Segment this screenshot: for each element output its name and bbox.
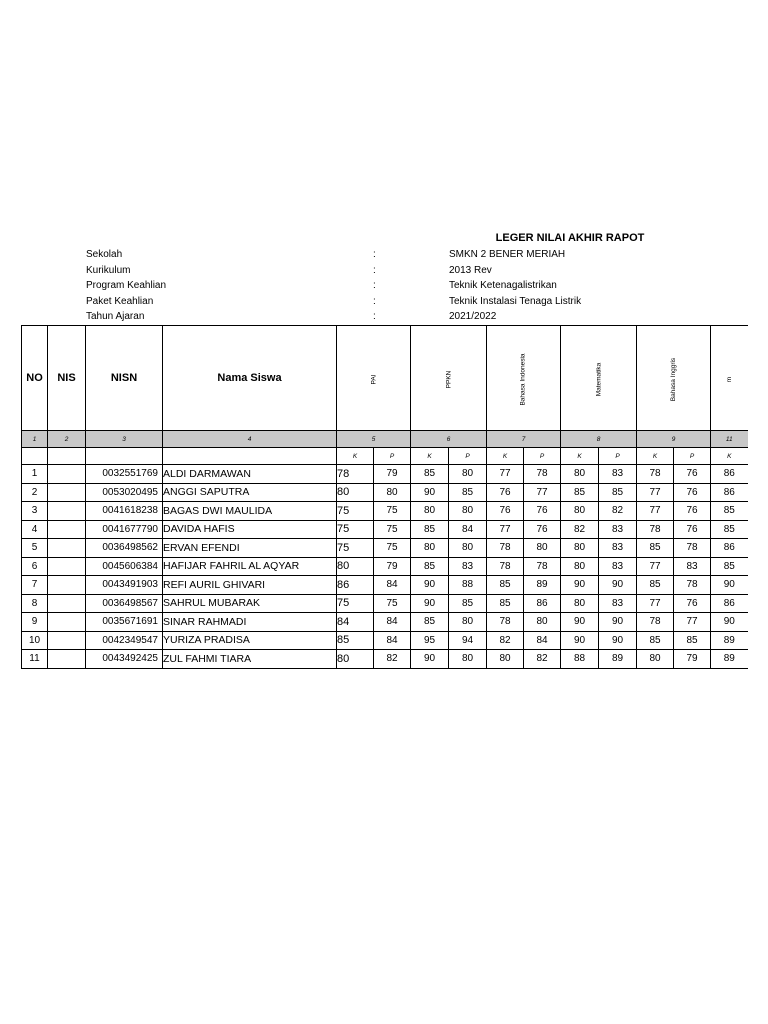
nis-cell: [48, 613, 86, 632]
score-cell: 78: [637, 520, 674, 539]
student-name: ANGGI SAPUTRA: [163, 483, 337, 502]
score-cell: 80: [561, 502, 599, 521]
kp-label: K: [337, 448, 374, 465]
score-cell: 78: [674, 539, 711, 558]
score-cell: 76: [487, 502, 524, 521]
score-cell: 95: [411, 631, 449, 650]
score-cell: 90: [411, 483, 449, 502]
header-nisn: NISN: [86, 326, 163, 431]
nisn-cell: 0043491903: [86, 576, 163, 595]
score-cell: 75: [374, 502, 411, 521]
table-row: [22, 483, 748, 502]
kp-label: P: [599, 448, 637, 465]
score-cell: 77: [637, 483, 674, 502]
score-cell: 85: [711, 520, 748, 539]
score-cell: 85: [337, 631, 374, 650]
row-number: 1: [22, 465, 48, 484]
info-label: Sekolah: [86, 249, 123, 260]
score-cell: 77: [487, 465, 524, 484]
score-cell: 77: [487, 520, 524, 539]
score-cell: 76: [487, 483, 524, 502]
score-cell: 80: [524, 613, 561, 632]
info-separator: :: [373, 311, 376, 322]
score-cell: 80: [487, 650, 524, 669]
score-cell: 90: [411, 576, 449, 595]
score-cell: 94: [449, 631, 487, 650]
score-cell: 77: [637, 594, 674, 613]
score-cell: 80: [561, 557, 599, 576]
column-number-row: [22, 431, 748, 448]
nisn-cell: 0043492425: [86, 650, 163, 669]
score-cell: 77: [674, 613, 711, 632]
row-number: 3: [22, 502, 48, 521]
score-cell: 85: [674, 631, 711, 650]
row-number: 9: [22, 613, 48, 632]
score-cell: 83: [599, 557, 637, 576]
nisn-cell: 0053020495: [86, 483, 163, 502]
column-number: 11: [711, 431, 748, 448]
nis-cell: [48, 520, 86, 539]
score-cell: 77: [637, 557, 674, 576]
score-cell: 85: [449, 594, 487, 613]
student-name: DAVIDA HAFIS: [163, 520, 337, 539]
score-cell: 75: [337, 594, 374, 613]
score-cell: 75: [374, 539, 411, 558]
score-cell: 80: [411, 539, 449, 558]
table-row: [22, 539, 748, 558]
student-name: SAHRUL MUBARAK: [163, 594, 337, 613]
subject-label: PAI: [370, 374, 377, 384]
score-cell: 82: [599, 502, 637, 521]
score-cell: 78: [487, 557, 524, 576]
score-cell: 85: [599, 483, 637, 502]
student-name: ERVAN EFENDI: [163, 539, 337, 558]
score-cell: 86: [711, 483, 748, 502]
score-cell: 78: [337, 465, 374, 484]
score-cell: 89: [711, 650, 748, 669]
score-cell: 80: [561, 465, 599, 484]
score-cell: 80: [337, 650, 374, 669]
row-number: 8: [22, 594, 48, 613]
table-row: [22, 613, 748, 632]
score-cell: 78: [524, 557, 561, 576]
score-cell: 85: [561, 483, 599, 502]
nis-cell: [48, 465, 86, 484]
info-row-school: [0, 249, 768, 265]
row-number: 6: [22, 557, 48, 576]
score-cell: 90: [411, 650, 449, 669]
score-cell: 85: [711, 502, 748, 521]
column-number: 5: [337, 431, 411, 448]
table-row: [22, 594, 748, 613]
document-title: LEGER NILAI AKHIR RAPOT: [495, 232, 645, 244]
header-subject-english: [637, 326, 711, 431]
score-cell: 90: [411, 594, 449, 613]
empty-cell: [22, 448, 48, 465]
column-number: 4: [163, 431, 337, 448]
score-cell: 84: [374, 631, 411, 650]
score-cell: 79: [374, 557, 411, 576]
row-number: 11: [22, 650, 48, 669]
table-row: [22, 502, 748, 521]
info-value: 2013 Rev: [449, 264, 492, 276]
nis-cell: [48, 557, 86, 576]
column-number: 8: [561, 431, 637, 448]
subject-label: Bahasa Inggris: [670, 357, 677, 401]
kp-label: K: [637, 448, 674, 465]
score-cell: 84: [524, 631, 561, 650]
score-cell: 80: [337, 483, 374, 502]
score-cell: 82: [374, 650, 411, 669]
score-cell: 90: [561, 576, 599, 595]
table-row: [22, 631, 748, 650]
score-cell: 78: [637, 613, 674, 632]
row-number: 10: [22, 631, 48, 650]
score-cell: 78: [637, 465, 674, 484]
score-cell: 85: [637, 631, 674, 650]
row-number: 7: [22, 576, 48, 595]
score-cell: 75: [337, 539, 374, 558]
kp-label: P: [449, 448, 487, 465]
score-cell: 85: [449, 483, 487, 502]
score-cell: 83: [599, 594, 637, 613]
table-row: [22, 650, 748, 669]
score-cell: 86: [711, 465, 748, 484]
score-cell: 85: [637, 576, 674, 595]
nisn-cell: 0041677790: [86, 520, 163, 539]
score-cell: 90: [599, 576, 637, 595]
score-cell: 76: [524, 502, 561, 521]
nis-cell: [48, 483, 86, 502]
kp-label: P: [524, 448, 561, 465]
score-cell: 83: [674, 557, 711, 576]
info-row-package: [0, 296, 768, 312]
score-cell: 90: [711, 613, 748, 632]
score-cell: 79: [374, 465, 411, 484]
info-value: Teknik Instalasi Tenaga Listrik: [449, 295, 582, 307]
subject-label: m: [725, 376, 733, 382]
score-cell: 80: [449, 650, 487, 669]
nis-cell: [48, 631, 86, 650]
info-separator: :: [373, 295, 376, 307]
nisn-cell: 0041618238: [86, 502, 163, 521]
student-name: REFI AURIL GHIVARI: [163, 576, 337, 595]
info-row-curriculum: [0, 265, 768, 281]
score-cell: 80: [561, 594, 599, 613]
score-cell: 78: [674, 576, 711, 595]
header-subject-math: [561, 326, 637, 431]
score-cell: 75: [337, 502, 374, 521]
kp-label: K: [711, 448, 748, 465]
subject-label: Matematika: [594, 362, 602, 396]
score-cell: 82: [561, 520, 599, 539]
info-value: SMKN 2 BENER MERIAH: [449, 249, 566, 260]
score-cell: 90: [561, 631, 599, 650]
info-value: 2021/2022: [449, 311, 497, 322]
score-cell: 86: [337, 576, 374, 595]
score-cell: 86: [711, 539, 748, 558]
score-cell: 76: [674, 594, 711, 613]
score-cell: 83: [599, 539, 637, 558]
score-cell: 85: [411, 520, 449, 539]
score-cell: 75: [374, 594, 411, 613]
subject-label: PPKN: [444, 370, 452, 388]
score-cell: 80: [374, 483, 411, 502]
score-cell: 90: [711, 576, 748, 595]
header-subject-ppkn: [411, 326, 487, 431]
grades-table: [21, 325, 748, 669]
score-cell: 76: [674, 465, 711, 484]
kp-label: K: [561, 448, 599, 465]
score-cell: 82: [524, 650, 561, 669]
nisn-cell: 0045606384: [86, 557, 163, 576]
score-cell: 90: [599, 613, 637, 632]
kp-row: [22, 448, 748, 465]
table-row: [22, 465, 748, 484]
score-cell: 85: [411, 557, 449, 576]
info-separator: :: [373, 249, 376, 260]
nisn-cell: 0032551769: [86, 465, 163, 484]
score-cell: 78: [524, 465, 561, 484]
score-cell: 84: [337, 613, 374, 632]
row-number: 4: [22, 520, 48, 539]
score-cell: 90: [599, 631, 637, 650]
score-cell: 83: [449, 557, 487, 576]
score-cell: 80: [637, 650, 674, 669]
score-cell: 78: [487, 613, 524, 632]
score-cell: 84: [374, 613, 411, 632]
column-number: 1: [22, 431, 48, 448]
column-number: 9: [637, 431, 711, 448]
header-subject-pai: [337, 326, 411, 431]
score-cell: 82: [487, 631, 524, 650]
header-nis: NIS: [48, 326, 86, 431]
info-value: Teknik Ketenagalistrikan: [449, 280, 557, 291]
header-name: Nama Siswa: [163, 326, 337, 431]
score-cell: 75: [374, 520, 411, 539]
info-block: [0, 249, 768, 327]
score-cell: 78: [487, 539, 524, 558]
row-number: 5: [22, 539, 48, 558]
score-cell: 76: [674, 520, 711, 539]
empty-cell: [163, 448, 337, 465]
score-cell: 85: [637, 539, 674, 558]
nis-cell: [48, 502, 86, 521]
score-cell: 80: [449, 502, 487, 521]
score-cell: 80: [337, 557, 374, 576]
kp-label: K: [487, 448, 524, 465]
nisn-cell: 0036498562: [86, 539, 163, 558]
info-label: Program Keahlian: [86, 280, 167, 291]
score-cell: 86: [711, 594, 748, 613]
column-number: 6: [411, 431, 487, 448]
score-cell: 77: [524, 483, 561, 502]
header-row: [22, 326, 748, 431]
nis-cell: [48, 576, 86, 595]
info-separator: :: [373, 264, 376, 276]
score-cell: 76: [674, 502, 711, 521]
info-label: Paket Keahlian: [86, 295, 154, 307]
score-cell: 80: [411, 502, 449, 521]
info-separator: :: [373, 280, 376, 291]
score-cell: 83: [599, 520, 637, 539]
score-cell: 84: [374, 576, 411, 595]
score-cell: 77: [637, 502, 674, 521]
student-name: SINAR RAHMADI: [163, 613, 337, 632]
score-cell: 88: [561, 650, 599, 669]
table-row: [22, 576, 748, 595]
score-cell: 80: [449, 613, 487, 632]
header-no: NO: [22, 326, 48, 431]
info-row-program: [0, 280, 768, 296]
empty-cell: [86, 448, 163, 465]
score-cell: 80: [561, 539, 599, 558]
student-name: BAGAS DWI MAULIDA: [163, 502, 337, 521]
score-cell: 86: [524, 594, 561, 613]
score-cell: 85: [487, 594, 524, 613]
score-cell: 79: [674, 650, 711, 669]
score-cell: 75: [337, 520, 374, 539]
table-row: [22, 520, 748, 539]
score-cell: 89: [524, 576, 561, 595]
nis-cell: [48, 650, 86, 669]
score-cell: 83: [599, 465, 637, 484]
column-number: 3: [86, 431, 163, 448]
header-subject-indonesian: [487, 326, 561, 431]
nis-cell: [48, 594, 86, 613]
kp-label: K: [411, 448, 449, 465]
score-cell: 80: [449, 539, 487, 558]
score-cell: 88: [449, 576, 487, 595]
info-label: Kurikulum: [86, 264, 131, 276]
nisn-cell: 0035671691: [86, 613, 163, 632]
score-cell: 76: [524, 520, 561, 539]
score-cell: 80: [449, 465, 487, 484]
student-name: ALDI DARMAWAN: [163, 465, 337, 484]
score-cell: 89: [599, 650, 637, 669]
score-cell: 84: [449, 520, 487, 539]
nis-cell: [48, 539, 86, 558]
score-cell: 76: [674, 483, 711, 502]
student-name: ZUL FAHMI TIARA: [163, 650, 337, 669]
kp-label: P: [374, 448, 411, 465]
score-cell: 90: [561, 613, 599, 632]
subject-label: Bahasa Indonesia: [519, 352, 527, 406]
table-row: [22, 557, 748, 576]
nisn-cell: 0042349547: [86, 631, 163, 650]
nisn-cell: 0036498567: [86, 594, 163, 613]
info-label: Tahun Ajaran: [86, 311, 145, 322]
column-number: 7: [487, 431, 561, 448]
score-cell: 80: [524, 539, 561, 558]
row-number: 2: [22, 483, 48, 502]
student-name: YURIZA PRADISA: [163, 631, 337, 650]
score-cell: 89: [711, 631, 748, 650]
score-cell: 85: [487, 576, 524, 595]
column-number: 2: [48, 431, 86, 448]
score-cell: 85: [411, 613, 449, 632]
student-name: HAFIJAR FAHRIL AL AQYAR: [163, 557, 337, 576]
empty-cell: [48, 448, 86, 465]
kp-label: P: [674, 448, 711, 465]
header-subject-next: [711, 326, 748, 431]
score-cell: 85: [411, 465, 449, 484]
score-cell: 85: [711, 557, 748, 576]
